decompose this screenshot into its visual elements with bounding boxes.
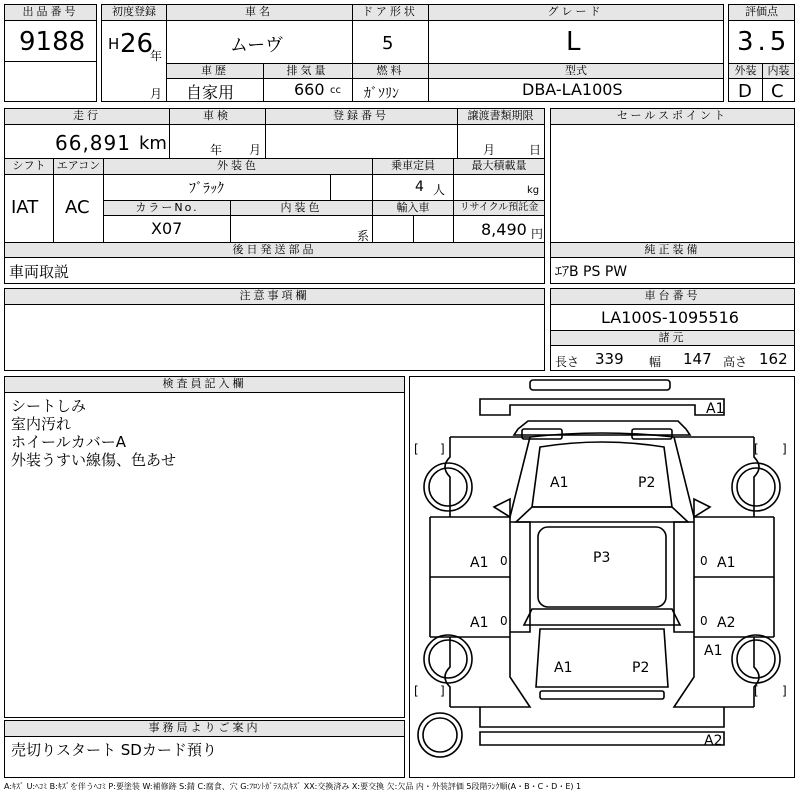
zero-mark: 0 xyxy=(700,614,708,628)
transfer-label: 譲渡書類期限 xyxy=(457,109,544,125)
bracket-open: [ xyxy=(414,684,419,698)
chassis-value: LA100S-1095516 xyxy=(601,308,739,327)
transfer-month-unit: 月 xyxy=(483,143,496,157)
door-value: 5 xyxy=(382,33,394,54)
specs-label: 諸元 xyxy=(551,331,794,345)
inspection-year-unit: 年 xyxy=(210,143,223,157)
bracket-close: ] xyxy=(440,442,445,456)
height-value: 162 xyxy=(759,350,788,368)
mark-rear-door-left: A1 xyxy=(470,615,489,631)
era-year: 26 xyxy=(120,29,154,59)
mark-bonnet-left: A1 xyxy=(550,475,569,491)
mileage-unit: km xyxy=(139,133,167,154)
mark-rear-fender-right: A1 xyxy=(704,643,723,659)
shift-label: シフト xyxy=(5,159,53,174)
door-label: ドア形状 xyxy=(352,5,428,21)
displacement-label: 排気量 xyxy=(264,64,351,78)
width-label: 幅 xyxy=(649,355,662,369)
inspector-notes xyxy=(11,397,176,469)
accessories-label: 後日発送部品 xyxy=(5,243,544,257)
max-load-unit: kg xyxy=(527,185,540,196)
office-label: 事務局よりご案内 xyxy=(5,721,404,737)
caution-label: 注意事項欄 xyxy=(5,289,544,305)
fuel-value: ｶﾞｿﾘﾝ xyxy=(364,86,399,102)
length-label: 長さ xyxy=(555,355,580,369)
mark-front-door-left: A1 xyxy=(470,555,489,571)
color-no-label: カラーNo. xyxy=(104,201,230,215)
main-info-box xyxy=(101,4,724,102)
ext-color-value: ﾌﾞﾗｯｸ xyxy=(189,181,224,197)
exterior-rank: D xyxy=(738,81,752,102)
sales-point-box xyxy=(550,108,795,284)
bracket-open: [ xyxy=(754,442,759,456)
interior-label: 内装 xyxy=(763,64,794,78)
mileage-label: 走行 xyxy=(5,109,169,125)
max-load-label: 最大積載量 xyxy=(454,159,544,174)
model-label: 型式 xyxy=(429,64,723,78)
lot-number: 9188 xyxy=(19,27,86,57)
score-label: 評価点 xyxy=(729,5,794,21)
capacity-unit: 人 xyxy=(433,183,446,197)
lot-number-label: 出品番号 xyxy=(5,5,96,21)
grade-value: L xyxy=(566,27,581,57)
bracket-open: [ xyxy=(414,442,419,456)
car-name: ムーヴ xyxy=(230,35,284,56)
bracket-open: [ xyxy=(754,684,759,698)
transfer-day-unit: 日 xyxy=(529,143,542,157)
history-label: 車歴 xyxy=(167,64,263,78)
inspector-note: 室内汚れ xyxy=(11,415,72,433)
recycle-label: リサイクル預託金 xyxy=(454,201,544,215)
chassis-label: 車台番号 xyxy=(551,289,794,305)
chassis-box xyxy=(550,288,795,371)
car-diagram xyxy=(410,377,794,777)
import-label: 輸入車 xyxy=(373,201,453,215)
color-no-value: X07 xyxy=(151,219,183,238)
era: H xyxy=(108,35,120,53)
sales-point-label: セールスポイント xyxy=(551,109,794,125)
recycle-value: 8,490 xyxy=(481,220,527,239)
bracket-close: ] xyxy=(782,442,787,456)
interior-rank: C xyxy=(771,81,784,102)
exterior-label: 外装 xyxy=(729,64,762,78)
ext-color-label: 外装色 xyxy=(104,159,372,174)
legend: A:ｷｽﾞ U:ﾍｺﾐ B:ｷｽﾞを伴うﾍｺﾐ P:要塗装 W:補修跡 S:錆 C:腐食、穴 G:ﾌﾛﾝﾄｶﾞﾗｽ点ｷｽﾞ XX:交換済み X:要交換 欠:欠品 内・外装評価 5段階ﾗﾝｸ順(A・B・C・D・E) 1 xyxy=(4,782,582,791)
bracket-close: ] xyxy=(782,684,787,698)
capacity-value: 4 xyxy=(415,179,424,195)
recycle-unit: 円 xyxy=(531,227,544,241)
height-label: 高さ xyxy=(723,355,748,369)
equipment-label: 純正装備 xyxy=(551,243,794,257)
bracket-close: ] xyxy=(440,684,445,698)
mark-back-door-left: A1 xyxy=(554,660,573,676)
inspector-note: シートしみ xyxy=(11,397,87,415)
inspector-label: 検査員記入欄 xyxy=(5,377,404,393)
inspector-note: 外装うすい線傷、色あせ xyxy=(11,451,177,469)
zero-mark: 0 xyxy=(700,554,708,568)
model-value: DBA-LA100S xyxy=(522,80,623,99)
first-reg-label: 初度登録 xyxy=(102,5,166,21)
office-box xyxy=(4,720,405,778)
year-unit: 年 xyxy=(150,49,163,63)
mark-bonnet-right: P2 xyxy=(638,475,656,491)
caution-box xyxy=(4,288,545,371)
reg-no-label: 登録番号 xyxy=(265,109,457,125)
inspection-label: 車検 xyxy=(169,109,265,125)
inspector-note: ホイールカバーA xyxy=(11,433,126,451)
mark-front-door-right: A1 xyxy=(717,555,736,571)
displacement-unit: cc xyxy=(330,85,341,96)
accessories-value: 車両取説 xyxy=(9,263,70,281)
lot-number-box xyxy=(4,4,97,102)
width-value: 147 xyxy=(683,350,712,368)
length-value: 339 xyxy=(595,350,624,368)
history-value: 自家用 xyxy=(186,83,235,102)
inspector-box xyxy=(4,376,405,718)
car-name-label: 車名 xyxy=(166,5,352,21)
mark-rear-bumper: A2 xyxy=(704,733,723,749)
displacement-value: 660 xyxy=(294,80,325,99)
shift-value: IAT xyxy=(11,197,39,218)
score-box xyxy=(728,4,795,102)
month-unit: 月 xyxy=(150,87,163,101)
office-note: 売切りスタート SDカード預り xyxy=(11,741,217,759)
mark-back-door-right: P2 xyxy=(632,660,650,676)
aircon-value: AC xyxy=(65,197,90,218)
aircon-label: エアコン xyxy=(54,159,103,174)
fuel-label: 燃料 xyxy=(353,64,428,78)
int-color-label: 内装色 xyxy=(231,201,372,215)
grade-label: グレード xyxy=(428,5,723,21)
equipment-value: ｴｱB PS PW xyxy=(555,264,628,280)
mark-rear-door-right: A2 xyxy=(717,615,736,631)
int-color-unit: 系 xyxy=(357,229,370,243)
mark-front-bumper: A1 xyxy=(706,401,725,417)
details-box xyxy=(4,108,545,284)
mileage-value: 66,891 xyxy=(55,131,131,155)
inspection-month-unit: 月 xyxy=(249,143,262,157)
mark-roof: P3 xyxy=(593,550,611,566)
car-diagram-box xyxy=(409,376,795,778)
zero-mark: 0 xyxy=(500,554,508,568)
zero-mark: 0 xyxy=(500,614,508,628)
capacity-label: 乗車定員 xyxy=(373,159,453,174)
score-value: 3.5 xyxy=(737,27,791,57)
